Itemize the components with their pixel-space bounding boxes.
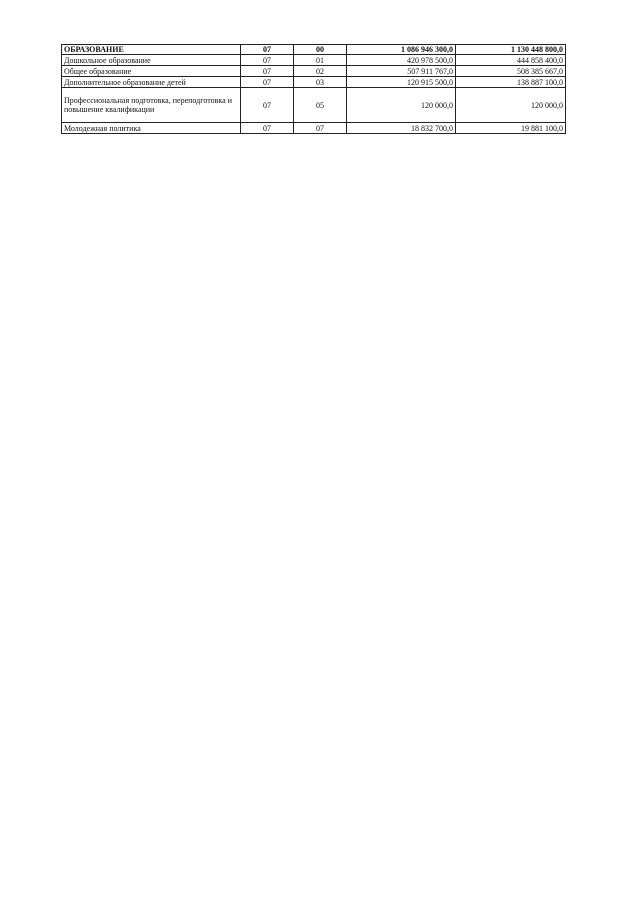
row-name: Профессиональная подготовка, переподготовка и повышение квалификации bbox=[62, 88, 241, 123]
row-amount-2: 19 881 100,0 bbox=[456, 123, 566, 134]
row-subsection: 05 bbox=[294, 88, 347, 123]
table-row bbox=[62, 88, 566, 123]
row-amount-2: 138 887 100,0 bbox=[456, 77, 566, 88]
row-section: 07 bbox=[241, 45, 294, 55]
row-section: 07 bbox=[241, 88, 294, 123]
row-amount-1: 507 911 767,0 bbox=[347, 66, 456, 77]
row-name: ОБРАЗОВАНИЕ bbox=[62, 45, 241, 55]
row-section: 07 bbox=[241, 66, 294, 77]
budget-table bbox=[61, 44, 566, 134]
row-name: Молодежная политика bbox=[62, 123, 241, 134]
row-subsection: 02 bbox=[294, 66, 347, 77]
table-row bbox=[62, 123, 566, 134]
row-amount-1: 1 086 946 300,0 bbox=[347, 45, 456, 55]
row-section: 07 bbox=[241, 55, 294, 66]
row-name: Дошкольное образование bbox=[62, 55, 241, 66]
table-row bbox=[62, 77, 566, 88]
row-section: 07 bbox=[241, 123, 294, 134]
table-row bbox=[62, 45, 566, 55]
table-row bbox=[62, 55, 566, 66]
row-amount-2: 120 000,0 bbox=[456, 88, 566, 123]
row-subsection: 07 bbox=[294, 123, 347, 134]
table-row bbox=[62, 66, 566, 77]
row-amount-1: 120 915 500,0 bbox=[347, 77, 456, 88]
row-amount-2: 444 858 400,0 bbox=[456, 55, 566, 66]
row-name: Дополнительное образование детей bbox=[62, 77, 241, 88]
row-amount-1: 18 832 700,0 bbox=[347, 123, 456, 134]
row-section: 07 bbox=[241, 77, 294, 88]
row-subsection: 01 bbox=[294, 55, 347, 66]
row-amount-2: 1 130 448 800,0 bbox=[456, 45, 566, 55]
row-subsection: 03 bbox=[294, 77, 347, 88]
row-amount-1: 120 000,0 bbox=[347, 88, 456, 123]
row-subsection: 00 bbox=[294, 45, 347, 55]
row-amount-2: 508 385 667,0 bbox=[456, 66, 566, 77]
row-name: Общее образование bbox=[62, 66, 241, 77]
row-amount-1: 420 978 500,0 bbox=[347, 55, 456, 66]
